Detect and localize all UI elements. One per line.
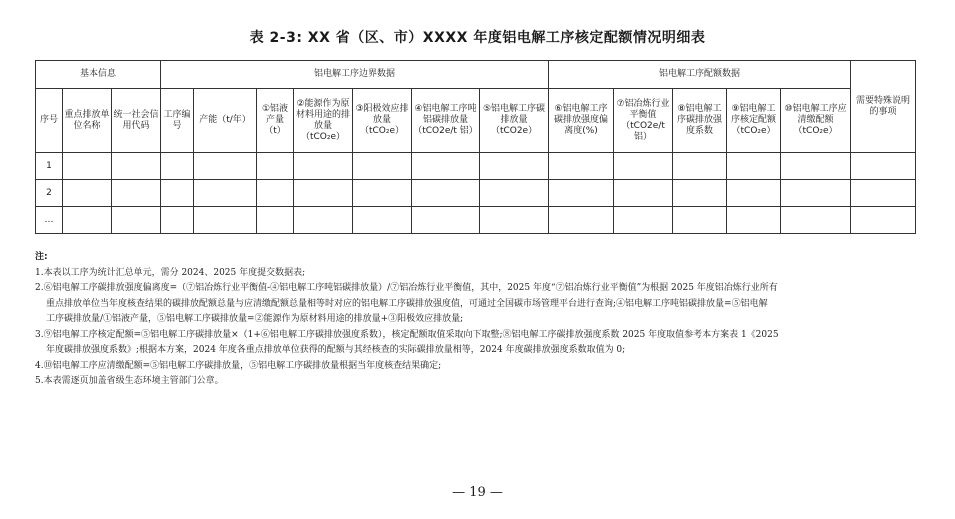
table-cell[interactable]	[63, 207, 112, 234]
table-cell[interactable]	[412, 153, 480, 180]
table-cell[interactable]	[353, 153, 412, 180]
note-line: 5.本表需逐页加盖省级生态环境主管部门公章。	[35, 376, 224, 386]
row-number-cell: 2	[36, 180, 63, 207]
group-basic-info: 基本信息	[36, 61, 161, 89]
table-cell[interactable]	[112, 153, 161, 180]
column-header: ③阳极效应排放量（tCO₂e）	[353, 89, 412, 153]
table-cell[interactable]	[614, 180, 673, 207]
quota-detail-table	[35, 60, 916, 234]
table-cell[interactable]	[257, 180, 294, 207]
table-cell[interactable]	[294, 207, 353, 234]
table-cell[interactable]	[194, 207, 257, 234]
column-header: ②能源作为原材料用途的排放量（tCO₂e）	[294, 89, 353, 153]
notes-heading: 注:	[35, 252, 48, 262]
table-cell[interactable]	[549, 180, 614, 207]
column-header: 统一社会信用代码	[112, 89, 161, 153]
table-cell[interactable]	[673, 180, 727, 207]
table-title: 表 2-3: XX 省（区、市）XXXX 年度铝电解工序核定配额情况明细表	[249, 30, 706, 46]
table-cell[interactable]	[480, 207, 549, 234]
column-header: ⑦铝冶炼行业平衡值（tCO2e/t 铝）	[614, 89, 673, 153]
column-header: 序号	[36, 89, 63, 153]
column-header: 重点排放单位名称	[63, 89, 112, 153]
note-line: 年度碳排放强度系数》;根据本方案，2024 年度各重点排放单位获得的配额与其经核查的实际碳排放量相等，2024 年度碳排放强度系数取值为 0;	[46, 345, 626, 355]
table-cell[interactable]	[781, 180, 851, 207]
table-cell[interactable]	[412, 180, 480, 207]
table-cell[interactable]	[614, 207, 673, 234]
page-number: — 19 —	[452, 485, 503, 500]
table-cell[interactable]	[112, 207, 161, 234]
table-cell[interactable]	[673, 207, 727, 234]
table-cell[interactable]	[161, 153, 194, 180]
table-cell[interactable]	[63, 153, 112, 180]
table-cell[interactable]	[614, 153, 673, 180]
table-cell[interactable]	[727, 180, 781, 207]
data-rows	[36, 153, 916, 234]
table-cell[interactable]	[851, 207, 916, 234]
note-line: 工序碳排放量/①铝液产量，⑤铝电解工序碳排放量=②能源作为原材料用途的排放量+③阳极效应排放量;	[46, 314, 464, 324]
table-cell[interactable]	[353, 207, 412, 234]
table-cell[interactable]	[294, 153, 353, 180]
table-row	[36, 153, 916, 180]
table-cell[interactable]	[781, 153, 851, 180]
table-cell[interactable]	[161, 180, 194, 207]
notes-list	[35, 266, 920, 390]
table-row	[36, 207, 916, 234]
note-line: 1.本表以工序为统计汇总单元，需分 2024、2025 年度提交数据表;	[35, 267, 306, 278]
column-header: 工序编号	[161, 89, 194, 153]
table-cell[interactable]	[480, 180, 549, 207]
table-cell[interactable]	[112, 180, 161, 207]
group-boundary-data: 铝电解工序边界数据	[161, 61, 549, 89]
table-cell[interactable]	[851, 153, 916, 180]
table-cell[interactable]	[727, 207, 781, 234]
table-cell[interactable]	[673, 153, 727, 180]
table-cell[interactable]	[353, 180, 412, 207]
note-line: 重点排放单位当年度核查结果的碳排放配额总量与应清缴配额总量相等时对应的铝电解工序碳排放强度值，可通过全国碳市场管理平台进行查询;④铝电解工序吨铝碳排放量=⑤铝电解	[46, 298, 768, 309]
table-cell[interactable]	[294, 180, 353, 207]
table-cell[interactable]	[781, 207, 851, 234]
table-cell[interactable]	[161, 207, 194, 234]
column-header: ⑨铝电解工序核定配额（tCO₂e）	[727, 89, 781, 153]
column-header: ④铝电解工序吨铝碳排放量（tCO2e/t 铝）	[412, 89, 480, 153]
column-header: 产能（t/年）	[194, 89, 257, 153]
table-cell[interactable]	[257, 207, 294, 234]
table-cell[interactable]	[727, 153, 781, 180]
table-cell[interactable]	[194, 180, 257, 207]
table-cell[interactable]	[194, 153, 257, 180]
table-row	[36, 180, 916, 207]
column-header: ①铝液产量（t）	[257, 89, 294, 153]
table-cell[interactable]	[257, 153, 294, 180]
row-number-cell: 1	[36, 153, 63, 180]
note-line: 3.⑨铝电解工序核定配额=⑤铝电解工序碳排放量×（1+⑥铝电解工序碳排放强度系数），核定配额取值采取向下取整;⑧铝电解工序碳排放强度系数 2025 年度取值参考本方案表 1《2025	[35, 329, 779, 340]
column-header: ⑩铝电解工序应清缴配额（tCO₂e）	[781, 89, 851, 153]
row-number-cell: …	[36, 207, 63, 234]
column-header: ⑤铝电解工序碳排放量（tCO2e）	[480, 89, 549, 153]
note-line: 4.⑩铝电解工序应清缴配额=⑤铝电解工序碳排放量，⑤铝电解工序碳排放量根据当年度核查结果确定;	[35, 360, 442, 371]
note-line: 2.⑥铝电解工序碳排放强度偏离度=（⑦铝冶炼行业平衡值-④铝电解工序吨铝碳排放量）/⑦铝冶炼行业平衡值，其中，2025 年度“⑦铝冶炼行业平衡值”为根据 2025 年度铝冶炼行业所有	[35, 283, 778, 293]
group-quota-data: 铝电解工序配额数据	[549, 61, 851, 89]
column-header: ⑧铝电解工序碳排放强度系数	[673, 89, 727, 153]
column-header-row	[36, 89, 916, 153]
notes-section	[35, 250, 920, 390]
column-header: ⑥铝电解工序碳排放强度偏离度(%)	[549, 89, 614, 153]
table-cell[interactable]	[412, 207, 480, 234]
special-notes-header: 需要特殊说明的事项	[851, 61, 916, 153]
table-cell[interactable]	[549, 207, 614, 234]
table-cell[interactable]	[549, 153, 614, 180]
table-cell[interactable]	[63, 180, 112, 207]
table-cell[interactable]	[480, 153, 549, 180]
table-cell[interactable]	[851, 180, 916, 207]
